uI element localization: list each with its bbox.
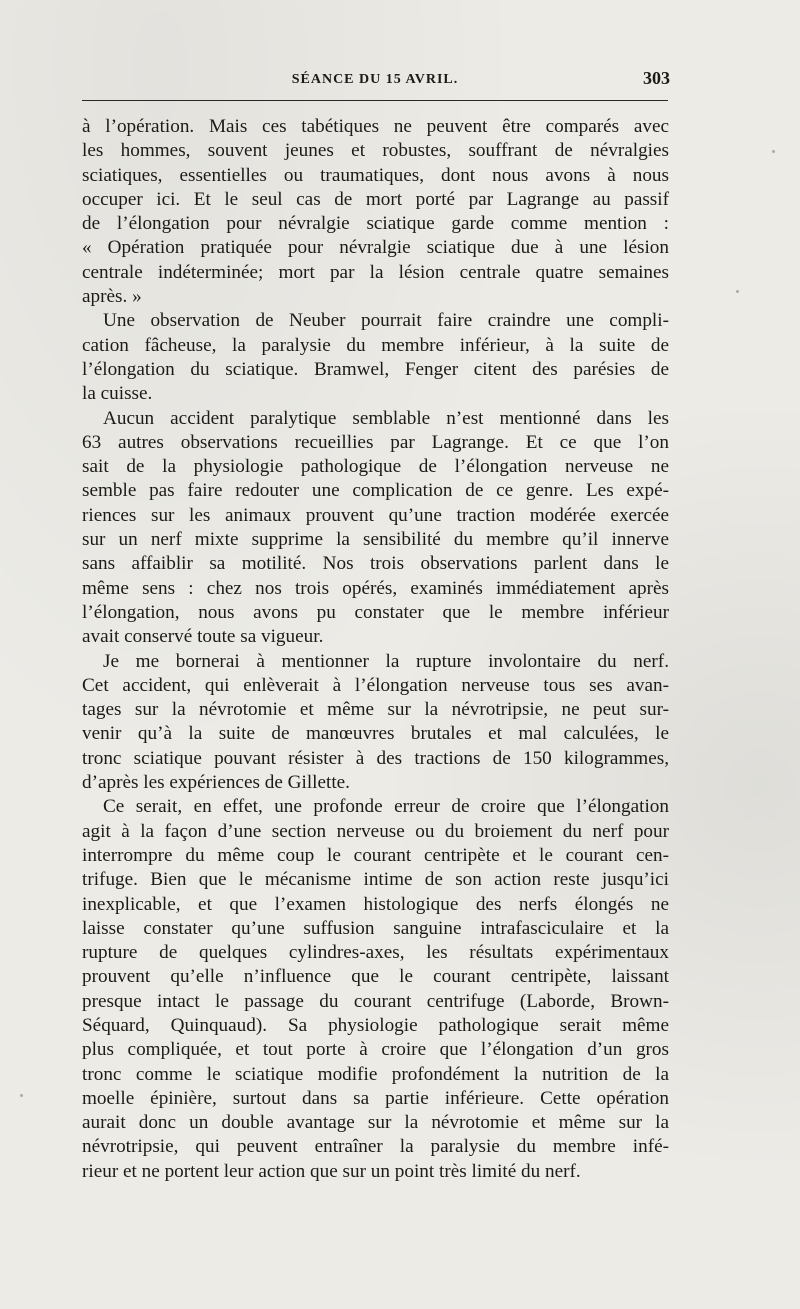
text-line: même sens : chez nos trois opérés, examinés immédiatement après — [82, 577, 669, 599]
text-line: plus compliquée, et tout porte à croire que l’élongation d’un gros — [82, 1039, 669, 1061]
text-line: 63 autres observations recueillies par Lagrange. Et ce que l’on — [82, 431, 669, 453]
text-line: la cuisse. — [82, 383, 153, 405]
text-line: « Opération pratiquée pour névralgie sciatique due à une lésion — [82, 237, 669, 259]
text-line: inexplicable, et que l’examen histologique des nerfs élongés ne — [82, 893, 669, 915]
text-line: prouvent qu’elle n’influence que le courant centripète, laissant — [82, 966, 669, 988]
text-line: Ce serait, en effet, une profonde erreur de croire que l’élongation — [103, 796, 669, 818]
running-head — [80, 64, 670, 92]
text-line: tronc sciatique pouvant résister à des tractions de 150 kilogrammes, — [82, 747, 669, 769]
text-line: Je me bornerai à mentionner la rupture involontaire du nerf. — [103, 650, 669, 672]
text-line: trifuge. Bien que le mécanisme intime de son action reste jusqu’ici — [82, 869, 669, 891]
text-line: l’élongation, nous avons pu constater que le membre inférieur — [82, 601, 669, 623]
text-line: interrompre du même coup le courant centripète et le courant cen- — [82, 844, 669, 866]
text-line: centrale indéterminée; mort par la lésion centrale quatre semaines — [82, 261, 669, 283]
text-line: sans affaiblir sa motilité. Nos trois observations parlent dans le — [82, 553, 669, 575]
text-line: avait conservé toute sa vigueur. — [82, 626, 324, 648]
header-rule — [82, 100, 668, 101]
text-line: cation fâcheuse, la paralysie du membre inférieur, à la suite de — [82, 334, 669, 356]
text-line: sciatiques, essentielles ou traumatiques, dont nous avons à nous — [82, 164, 669, 186]
text-line: Une observation de Neuber pourrait faire craindre une compli- — [103, 310, 669, 332]
text-line: l’élongation du sciatique. Bramwel, Fenger citent des parésies de — [82, 358, 669, 380]
text-line: après. » — [82, 286, 142, 308]
text-line: laisse constater qu’une suffusion sanguine intrafasciculaire et la — [82, 917, 669, 939]
text-line: Cet accident, qui enlèverait à l’élongation nerveuse tous ses avan- — [82, 674, 669, 696]
text-line: à l’opération. Mais ces tabétiques ne peuvent être comparés avec — [82, 116, 669, 137]
text-line: venir qu’à la suite de manœuvres brutales et mal calculées, le — [82, 723, 669, 745]
text-line: Aucun accident paralytique semblable n’est mentionné dans les — [103, 407, 669, 429]
text-line: névrotripsie, qui peuvent entraîner la paralysie du membre infé- — [82, 1136, 669, 1158]
text-line: tronc comme le sciatique modifie profondément la nutrition de la — [82, 1063, 669, 1085]
text-line: moelle épinière, surtout dans sa partie inférieure. Cette opération — [82, 1087, 669, 1109]
text-line: Séquard, Quinquaud). Sa physiologie pathologique serait même — [82, 1014, 669, 1036]
paper-speck — [736, 290, 739, 293]
paper-speck — [772, 150, 775, 153]
text-line: presque intact le passage du courant centrifuge (Laborde, Brown- — [82, 990, 669, 1012]
paper-speck — [20, 1094, 23, 1097]
text-line: rupture de quelques cylindres-axes, les résultats expérimentaux — [82, 942, 669, 964]
text-line: tages sur la névrotomie et même sur la névrotripsie, ne peut sur- — [82, 699, 669, 721]
text-line: sur un nerf mixte supprime la sensibilité du membre qu’il innerve — [82, 529, 669, 551]
page-number: 303 — [643, 68, 670, 88]
text-line: sait de la physiologie pathologique de l’élongation nerveuse ne — [82, 456, 669, 478]
text-line: agit à la façon d’une section nerveuse ou du broiement du nerf pour — [82, 820, 669, 842]
text-line: aurait donc un double avantage sur la névrotomie et même sur la — [82, 1112, 669, 1134]
text-line: semble pas faire redouter une complication de ce genre. Les expé- — [82, 480, 669, 502]
text-line: de l’élongation pour névralgie sciatique garde comme mention : — [82, 213, 669, 235]
text-line: rieur et ne portent leur action que sur un point très limité du nerf. — [82, 1160, 581, 1182]
text-line: les hommes, souvent jeunes et robustes, souffrant de névralgies — [82, 140, 669, 162]
text-line: riences sur les animaux prouvent qu’une traction modérée exercée — [82, 504, 669, 526]
text-line: d’après les expériences de Gillette. — [82, 772, 350, 794]
text-line: occuper ici. Et le seul cas de mort porté par Lagrange au passif — [82, 188, 669, 210]
running-title: SÉANCE DU 15 AVRIL. — [291, 72, 459, 87]
body-text — [82, 115, 669, 1184]
